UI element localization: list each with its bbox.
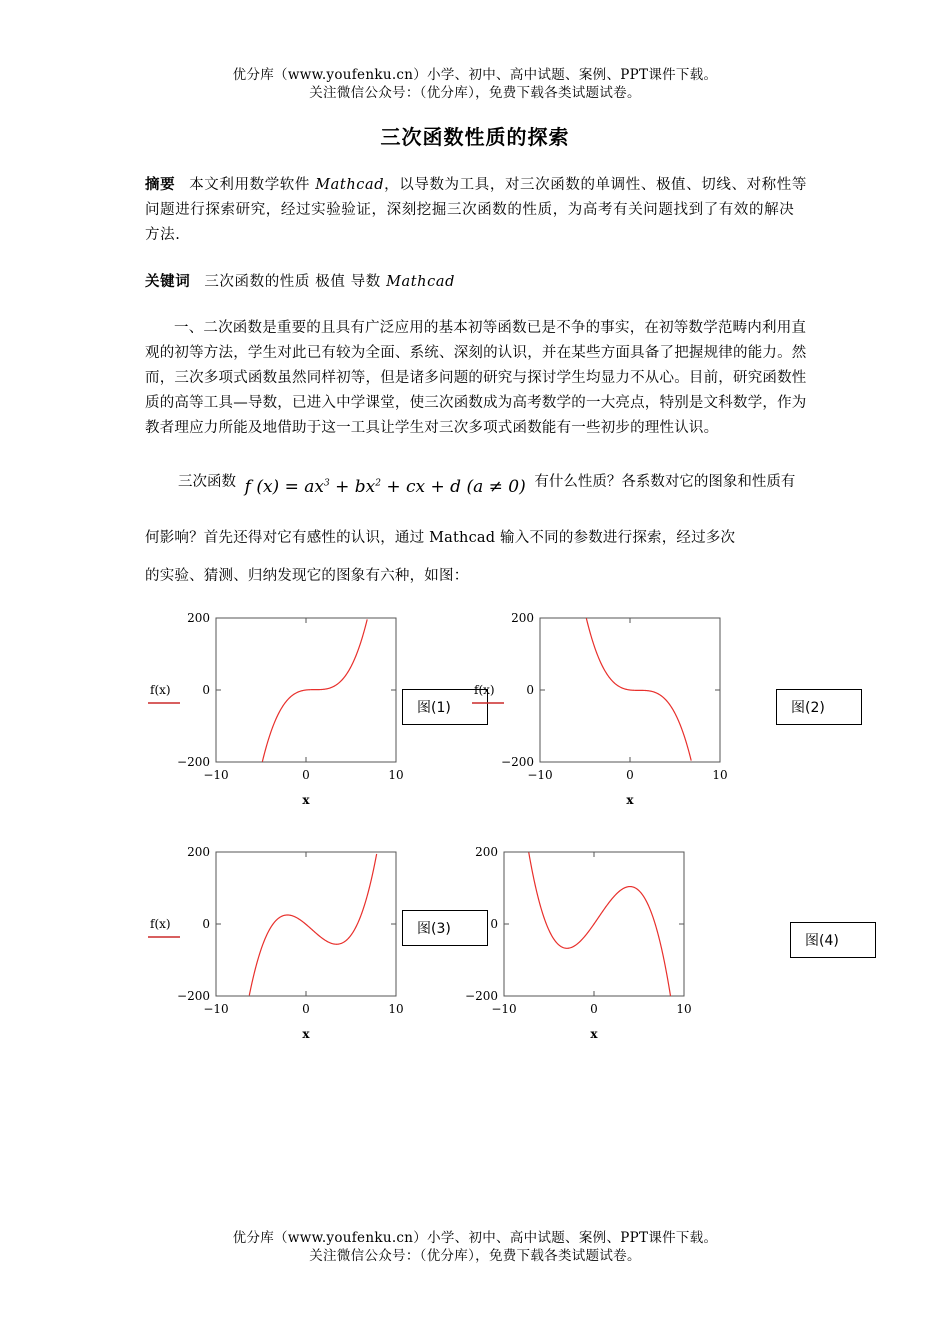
y-tick-label: 0 (202, 683, 210, 697)
y-axis-label: f(x) (150, 683, 171, 697)
series-curve (249, 854, 376, 995)
x-tick-label: 10 (712, 768, 728, 782)
page-header (0, 66, 950, 102)
formula-ax: ax (304, 477, 324, 497)
y-tick-label: 0 (526, 683, 534, 697)
y-tick-label: 200 (511, 611, 534, 625)
series-curve (262, 619, 367, 761)
x-tick-label: 0 (302, 768, 310, 782)
keywords-label: 关键词 (145, 273, 191, 290)
abstract-text-1: 本文利用数学软件 (189, 177, 311, 193)
figure-4-plot (428, 839, 708, 1044)
formula-line (178, 470, 795, 497)
page-footer (0, 1229, 950, 1265)
x-tick-label: −10 (203, 1002, 229, 1016)
x-tick-label: 0 (590, 1002, 598, 1016)
formula-rest: + cx + d (a ≠ 0) (380, 477, 526, 497)
formula-x: (x) = (256, 477, 299, 497)
abstract-text-2: ，以导数为工具，对三次函数的单调性、极值、切线、对称性等问题进行探索研究，经过实验验证，深刻挖掘三次函数的性质，为高考有关问题找到了有效的解决方法. (145, 177, 807, 243)
figure-3-plot (140, 839, 420, 1044)
formula-bx: + bx (329, 477, 376, 497)
figure-1-plot (140, 605, 420, 810)
x-axis-label: x (590, 1027, 598, 1041)
y-axis-label: f(x) (150, 917, 171, 931)
paragraph-1: 一、二次函数是重要的且具有广泛应用的基本初等函数已是不争的事实，在初等数学范畴内利用直观的初等方法，学生对此已有较为全面、系统、深刻的认识，并在某些方面具备了把握规律的能力。然而，三次多项式函数虽然同样初等，但是诸多问题的研究与探讨学生均显力不从心。目前，研究函数性质的高等工具—导数，已进入中学课堂，使三次函数成为高考数学的一大亮点，特别是文科数学，作为教者理应力所能及地借助于这一工具让学生对三次多项式函数能有一些初步的理性认识。 (145, 320, 807, 436)
page-title: 三次函数性质的探索 (380, 125, 570, 149)
header-line-1: 优分库（www.youfenku.cn）小学、初中、高中试题、案例、PPT课件下载。 (232, 67, 718, 83)
formula-exp3: 3 (323, 478, 330, 489)
x-tick-label: 0 (302, 1002, 310, 1016)
footer-line-2: 关注微信公众号：（优分库），免费下载各类试题试卷。 (309, 1248, 641, 1264)
abstract (145, 172, 807, 248)
figure-2-label: 图(2) (776, 689, 862, 725)
y-tick-label: 200 (475, 845, 498, 859)
paragraph-2: 何影响？首先还得对它有感性的认识，通过 Mathcad 输入不同的参数进行探索，经过多次 (145, 530, 736, 546)
abstract-software: Mathcad (315, 177, 385, 193)
x-axis-label: x (302, 793, 310, 807)
formula-intro: 三次函数 (178, 474, 236, 490)
y-axis-label: f(x) (474, 683, 495, 697)
y-tick-label: −200 (465, 989, 498, 1003)
formula-after: 有什么性质？各系数对它的图象和性质有 (534, 474, 796, 490)
x-tick-label: −10 (527, 768, 553, 782)
series-curve (586, 618, 691, 760)
x-tick-label: 10 (388, 1002, 404, 1016)
keywords-software: Mathcad (386, 274, 455, 290)
figure-2-plot (464, 605, 744, 810)
cubic-formula (245, 477, 526, 497)
header-line-2: 关注微信公众号：（优分库），免费下载各类试题试卷。 (309, 85, 641, 101)
abstract-label: 摘要 (145, 176, 176, 193)
x-tick-label: −10 (491, 1002, 517, 1016)
x-axis-label: x (302, 1027, 310, 1041)
footer-line-1: 优分库（www.youfenku.cn）小学、初中、高中试题、案例、PPT课件下载。 (232, 1230, 718, 1246)
y-tick-label: −200 (501, 755, 534, 769)
y-tick-label: 0 (490, 917, 498, 931)
figure-4-label: 图(4) (790, 922, 876, 958)
x-tick-label: −10 (203, 768, 229, 782)
formula-f: f (244, 477, 251, 497)
keywords (145, 270, 807, 294)
x-axis-label: x (626, 793, 634, 807)
x-tick-label: 10 (676, 1002, 692, 1016)
y-tick-label: 0 (202, 917, 210, 931)
y-tick-label: 200 (187, 845, 210, 859)
y-tick-label: −200 (177, 989, 210, 1003)
y-tick-label: 200 (187, 611, 210, 625)
y-tick-label: −200 (177, 755, 210, 769)
x-tick-label: 0 (626, 768, 634, 782)
figure-1-label: 图(1) (402, 689, 488, 725)
figure-3-label: 图(3) (402, 910, 488, 946)
paragraph-3: 的实验、猜测、归纳发现它的图象有六种，如图： (145, 568, 469, 584)
formula-exp2: 2 (375, 478, 381, 489)
keywords-text: 三次函数的性质 极值 导数 (204, 274, 381, 290)
x-tick-label: 10 (388, 768, 404, 782)
series-curve (529, 852, 671, 996)
